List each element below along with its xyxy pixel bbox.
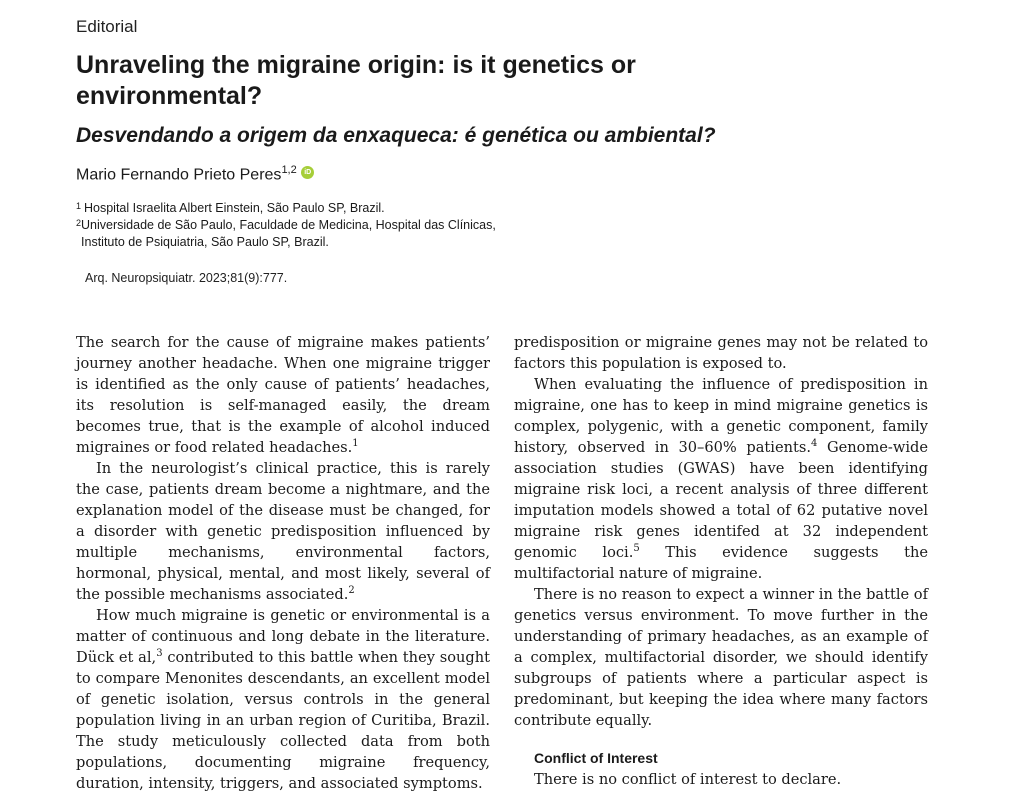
affiliation-item: [76, 217, 496, 251]
paragraph-text: This evidence suggests the multifactorial nature of migraine.: [514, 544, 928, 582]
paragraph-text: In the neurologist’s clinical practice, this is rarely the case, patients dream become a nightmare, and the explanation model of the disease must be changed, for a disorder with genetic predisposition influenced by multiple mechanisms, environmental factors, hormonal, physical, mental, and most likely, several of the possible mechanisms associated.: [76, 460, 490, 603]
paragraph: [76, 605, 490, 794]
affiliation-text: Universidade de São Paulo, Faculdade de Medicina, Hospital das Clínicas, Instituto de Psiquiatria, São Paulo SP, Brazil.: [81, 218, 496, 249]
author-affiliation-refs: 1,2: [281, 164, 297, 176]
conflict-of-interest-heading: Conflict of Interest: [534, 750, 658, 766]
affiliation-number: 2: [76, 218, 82, 228]
reference-link[interactable]: 2: [348, 585, 355, 597]
reference-link[interactable]: 3: [156, 648, 163, 660]
paragraph: [514, 374, 928, 584]
right-column: [514, 332, 928, 790]
conflict-of-interest-text: There is no conflict of interest to declare.: [534, 771, 842, 788]
reference-link[interactable]: 5: [633, 543, 640, 555]
paragraph: [76, 332, 490, 458]
affiliation-text: Hospital Israelita Albert Einstein, São Paulo SP, Brazil.: [84, 201, 385, 215]
paragraph-text: contributed to this battle when they sought to compare Menonites descendants, an excellent model of genetic isolation, versus controls in the general population living in an urban region of Curitiba, Brazil. The study meticulously collected data from both populations, documenting migraine frequency, duration, intensity, triggers, and associated symptoms.: [76, 649, 491, 792]
section-label: Editorial: [76, 17, 138, 36]
paragraph-text: When evaluating the influence of predisposition in migraine, one has to keep in mind migraine genetics is complex, polygenic, with a genetic component, family history, observed in 30–60% patients.: [514, 376, 928, 456]
affiliations: [76, 200, 496, 251]
paragraph-text: How much migraine is genetic or environmental is a matter of continuous and long debate in the literature. Dück et al,: [76, 607, 490, 666]
article-title: Unraveling the migraine origin: is it genetics or environmental?: [76, 51, 636, 110]
author-line: [76, 164, 314, 184]
author-name: Mario Fernando Prieto Peres: [76, 166, 282, 184]
reference-link[interactable]: 1: [352, 438, 359, 450]
affiliation-number: 1: [76, 201, 82, 211]
reference-link[interactable]: 4: [810, 438, 818, 450]
paragraph-text: The search for the cause of migraine makes patients’ journey another headache. When one migraine trigger is identified as the only cause of patients’ headaches, its resolution is self-managed easily, the dream becomes true, that is the example of alcohol induced migraines or food related headaches.: [76, 334, 490, 456]
article-subtitle: Desvendando a origem da enxaqueca: é genética ou ambiental?: [76, 124, 716, 147]
left-column: [76, 332, 490, 794]
paragraph: [76, 458, 490, 605]
orcid-icon[interactable]: iD: [301, 166, 314, 179]
paragraph-text: Genome-wide association studies (GWAS) have been identifying migraine risk loci, a recent analysis of three different imputation models showed a total of 62 putative novel migraine risk genes identifed at 32 independent genomic loci.: [514, 439, 928, 561]
citation: Arq. Neuropsiquiatr. 2023;81(9):777.: [85, 271, 288, 285]
paragraph: There is no reason to expect a winner in the battle of genetics versus environment. To move further in the understanding of primary headaches, as an example of a complex, multifactorial disorder, we should identify subgroups of patients where a particular aspect is predominant, but keeping the idea where many factors contribute equally.: [514, 586, 928, 729]
affiliation-item: [76, 200, 496, 217]
paragraph: predisposition or migraine genes may not be related to factors this population is exposed to.: [514, 334, 928, 372]
